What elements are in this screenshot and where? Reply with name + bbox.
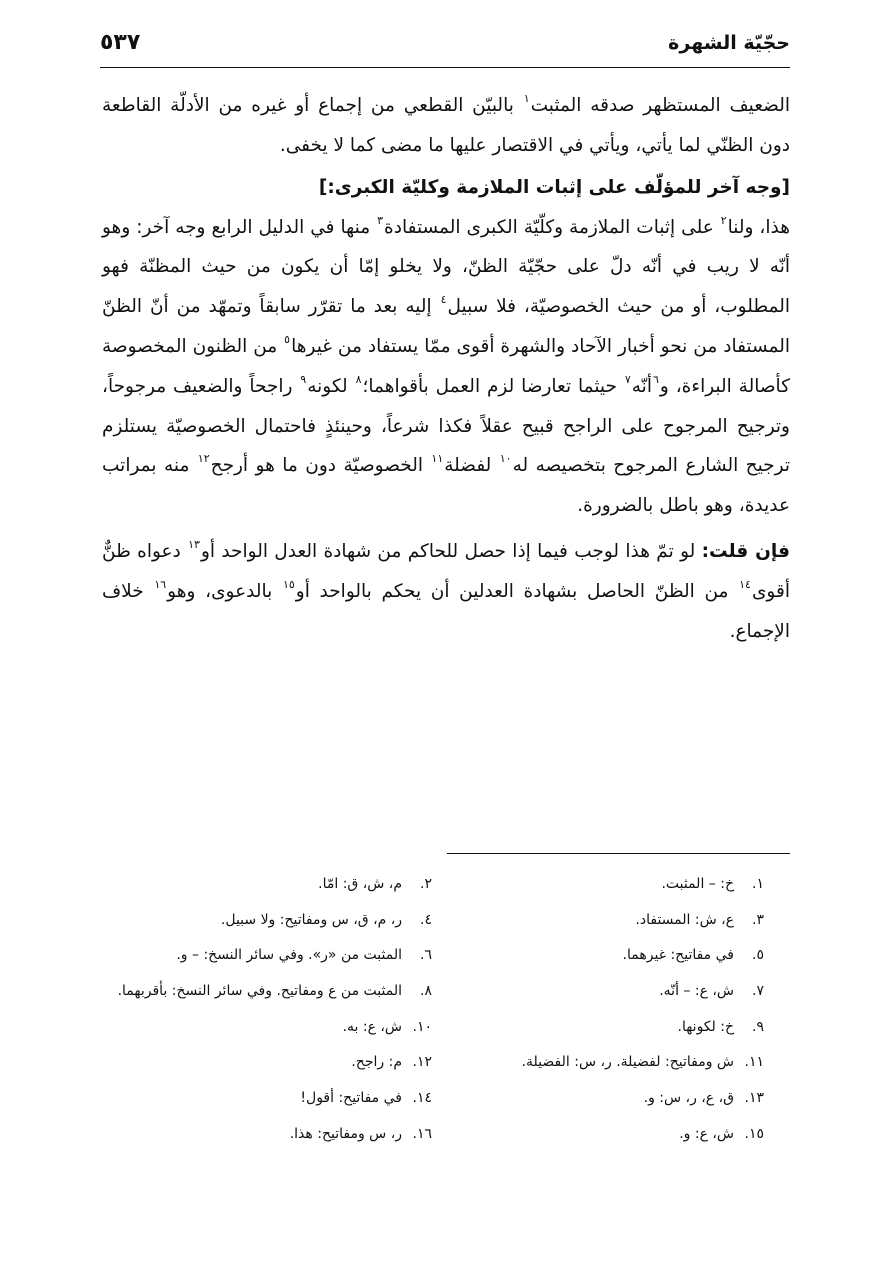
footnote-ref[interactable]: ١ <box>523 92 530 105</box>
footnote-item: ١١. ش ومفاتيح: لفضيلة. ر، س: الفضيلة. <box>521 1054 764 1071</box>
main-text <box>102 86 790 651</box>
footnote-item: ١٢. م: راجح. <box>351 1054 432 1071</box>
paragraph-1: الضعيف المستظهر صدقه المثبت$^١$ بالبيّن القطعي من إجماع أو غيره من الأدلّة القاطعة دون الظنّي لما يأتي، ويأتي في الاقتصار عليها ما مضى كما لا يخفى. <box>102 92 790 156</box>
page-number: ٥٣٧ <box>100 30 141 55</box>
running-title: حجّيّة الشهرة <box>668 32 790 54</box>
footnote-ref[interactable]: ١٥ <box>282 577 295 591</box>
footnote-ref[interactable]: ١١ <box>431 452 444 466</box>
section-heading: [وجه آخر للمؤلّف على إثبات الملازمة وكليّة الكبرى:] <box>318 176 790 198</box>
footnote-item: ١٦. ر، س ومفاتيح: هذا. <box>289 1125 432 1142</box>
footnote-item: ٢. م، ش، ق: امّا. <box>318 876 432 892</box>
footnote-ref[interactable]: ٥ <box>284 332 291 346</box>
footnote-ref[interactable]: ١٤ <box>739 577 751 591</box>
footnote-ref[interactable]: ٧ <box>624 372 631 386</box>
footnote-ref[interactable]: ١٢ <box>197 452 210 466</box>
footnote-item: ١٣. ق، ع، ر، س: و. <box>643 1090 764 1107</box>
paragraph-3: فإن قلت: لو تمّ هذا لوجب فيما إذا حصل للحاكم من شهادة العدل الواحد أو$^{١٣}$ دعواه ظنٌّ أقوى$^{١٤}$ من الظنّ الحاصل بشهادة العدلين أن يحكم بالواحد أو$^{١٥}$ بالدعوى، وهو$^{١٦}$ خلاف الإجماع. <box>102 537 790 642</box>
footnote-item: ١٠. ش، ع: به. <box>342 1018 432 1035</box>
footnote-item: ٥. في مفاتيح: غيرهما. <box>622 947 764 964</box>
footnote-ref[interactable]: ١٣ <box>188 537 200 551</box>
footnote-ref[interactable]: ٤ <box>440 293 447 307</box>
footnote-ref[interactable]: ٢ <box>720 213 727 227</box>
footnote-ref[interactable]: ١٠ <box>499 452 512 466</box>
footnote-divider <box>447 853 790 854</box>
footnote-item: ١٤. في مفاتيح: أقول! <box>300 1090 432 1107</box>
footnote-ref[interactable]: ١٦ <box>154 577 167 591</box>
header-divider <box>100 67 790 68</box>
footnote-item: ٩. خ: لكونها. <box>677 1018 764 1035</box>
footnotes <box>102 874 790 1160</box>
footnote-item: ٣. ع، ش: المستفاد. <box>635 911 764 928</box>
footnote-item: ١٥. ش، ع: و. <box>679 1125 764 1142</box>
footnote-item: ٤. ر، م، ق، س ومفاتيح: ولا سبيل. <box>220 911 432 928</box>
footnote-ref[interactable]: ٦ <box>652 372 659 386</box>
paragraph-2: هذا، ولنا$^٢$ على إثبات الملازمة وكلّيّة الكبرى المستفادة$^٣$ منها في الدليل الرابع وجه آخر: وهو أنّه لا ريب في أنّه دلّ على حجّيّة الظنّ، ولا يخلو إمّا أن يكون من حيث المظنّة فهو المطلوب، أو من حيث الخصوصيّة، فلا سبيل$^٤$ إليه بعد ما تقرّر سابقاً وتمهّد من أنّ الظنّ المستفاد من نحو أخبار الآحاد والشهرة أقوى ممّا يستفاد من غيرها$^٥$ من الظنون المخصوصة كأصالة البراءة، و$^٦$أنّه$^٧$ حيثما تعارضا لزم العمل بأقواهما؛$^٨$ لكونه$^٩$ راجحاً والضعيف مرجوحاً، وترجيح المرجوح على الراجح قبيح عقلاً فكذا شرعاً، وحينئذٍ فاحتمال الخصوصيّة يستلزم ترجيح الشارع المرجوح بتخصيصه له$^{١٠}$ لفضلة$^{١١}$ الخصوصيّة دون ما هو أرجح$^{١٢}$ منه بمراتب عديدة، وهو باطل بالضرورة. <box>102 213 791 517</box>
footnote-item: ١. خ: – المثبت. <box>661 876 764 892</box>
running-header <box>100 30 790 62</box>
footnote-item: ٧. ش، ع: – أنّه. <box>659 983 764 1000</box>
footnote-item: ٨. المثبت من ع ومفاتيح. وفي سائر النسخ: بأقربهما. <box>117 983 432 1000</box>
footnote-item: ٦. المثبت من «ر». وفي سائر النسخ: – و. <box>176 947 432 964</box>
objection-lead: فإن قلت: <box>701 540 790 562</box>
footnote-ref[interactable]: ٩ <box>300 372 307 386</box>
footnote-ref[interactable]: ٣ <box>377 213 384 227</box>
footnote-ref[interactable]: ٨ <box>355 372 362 386</box>
